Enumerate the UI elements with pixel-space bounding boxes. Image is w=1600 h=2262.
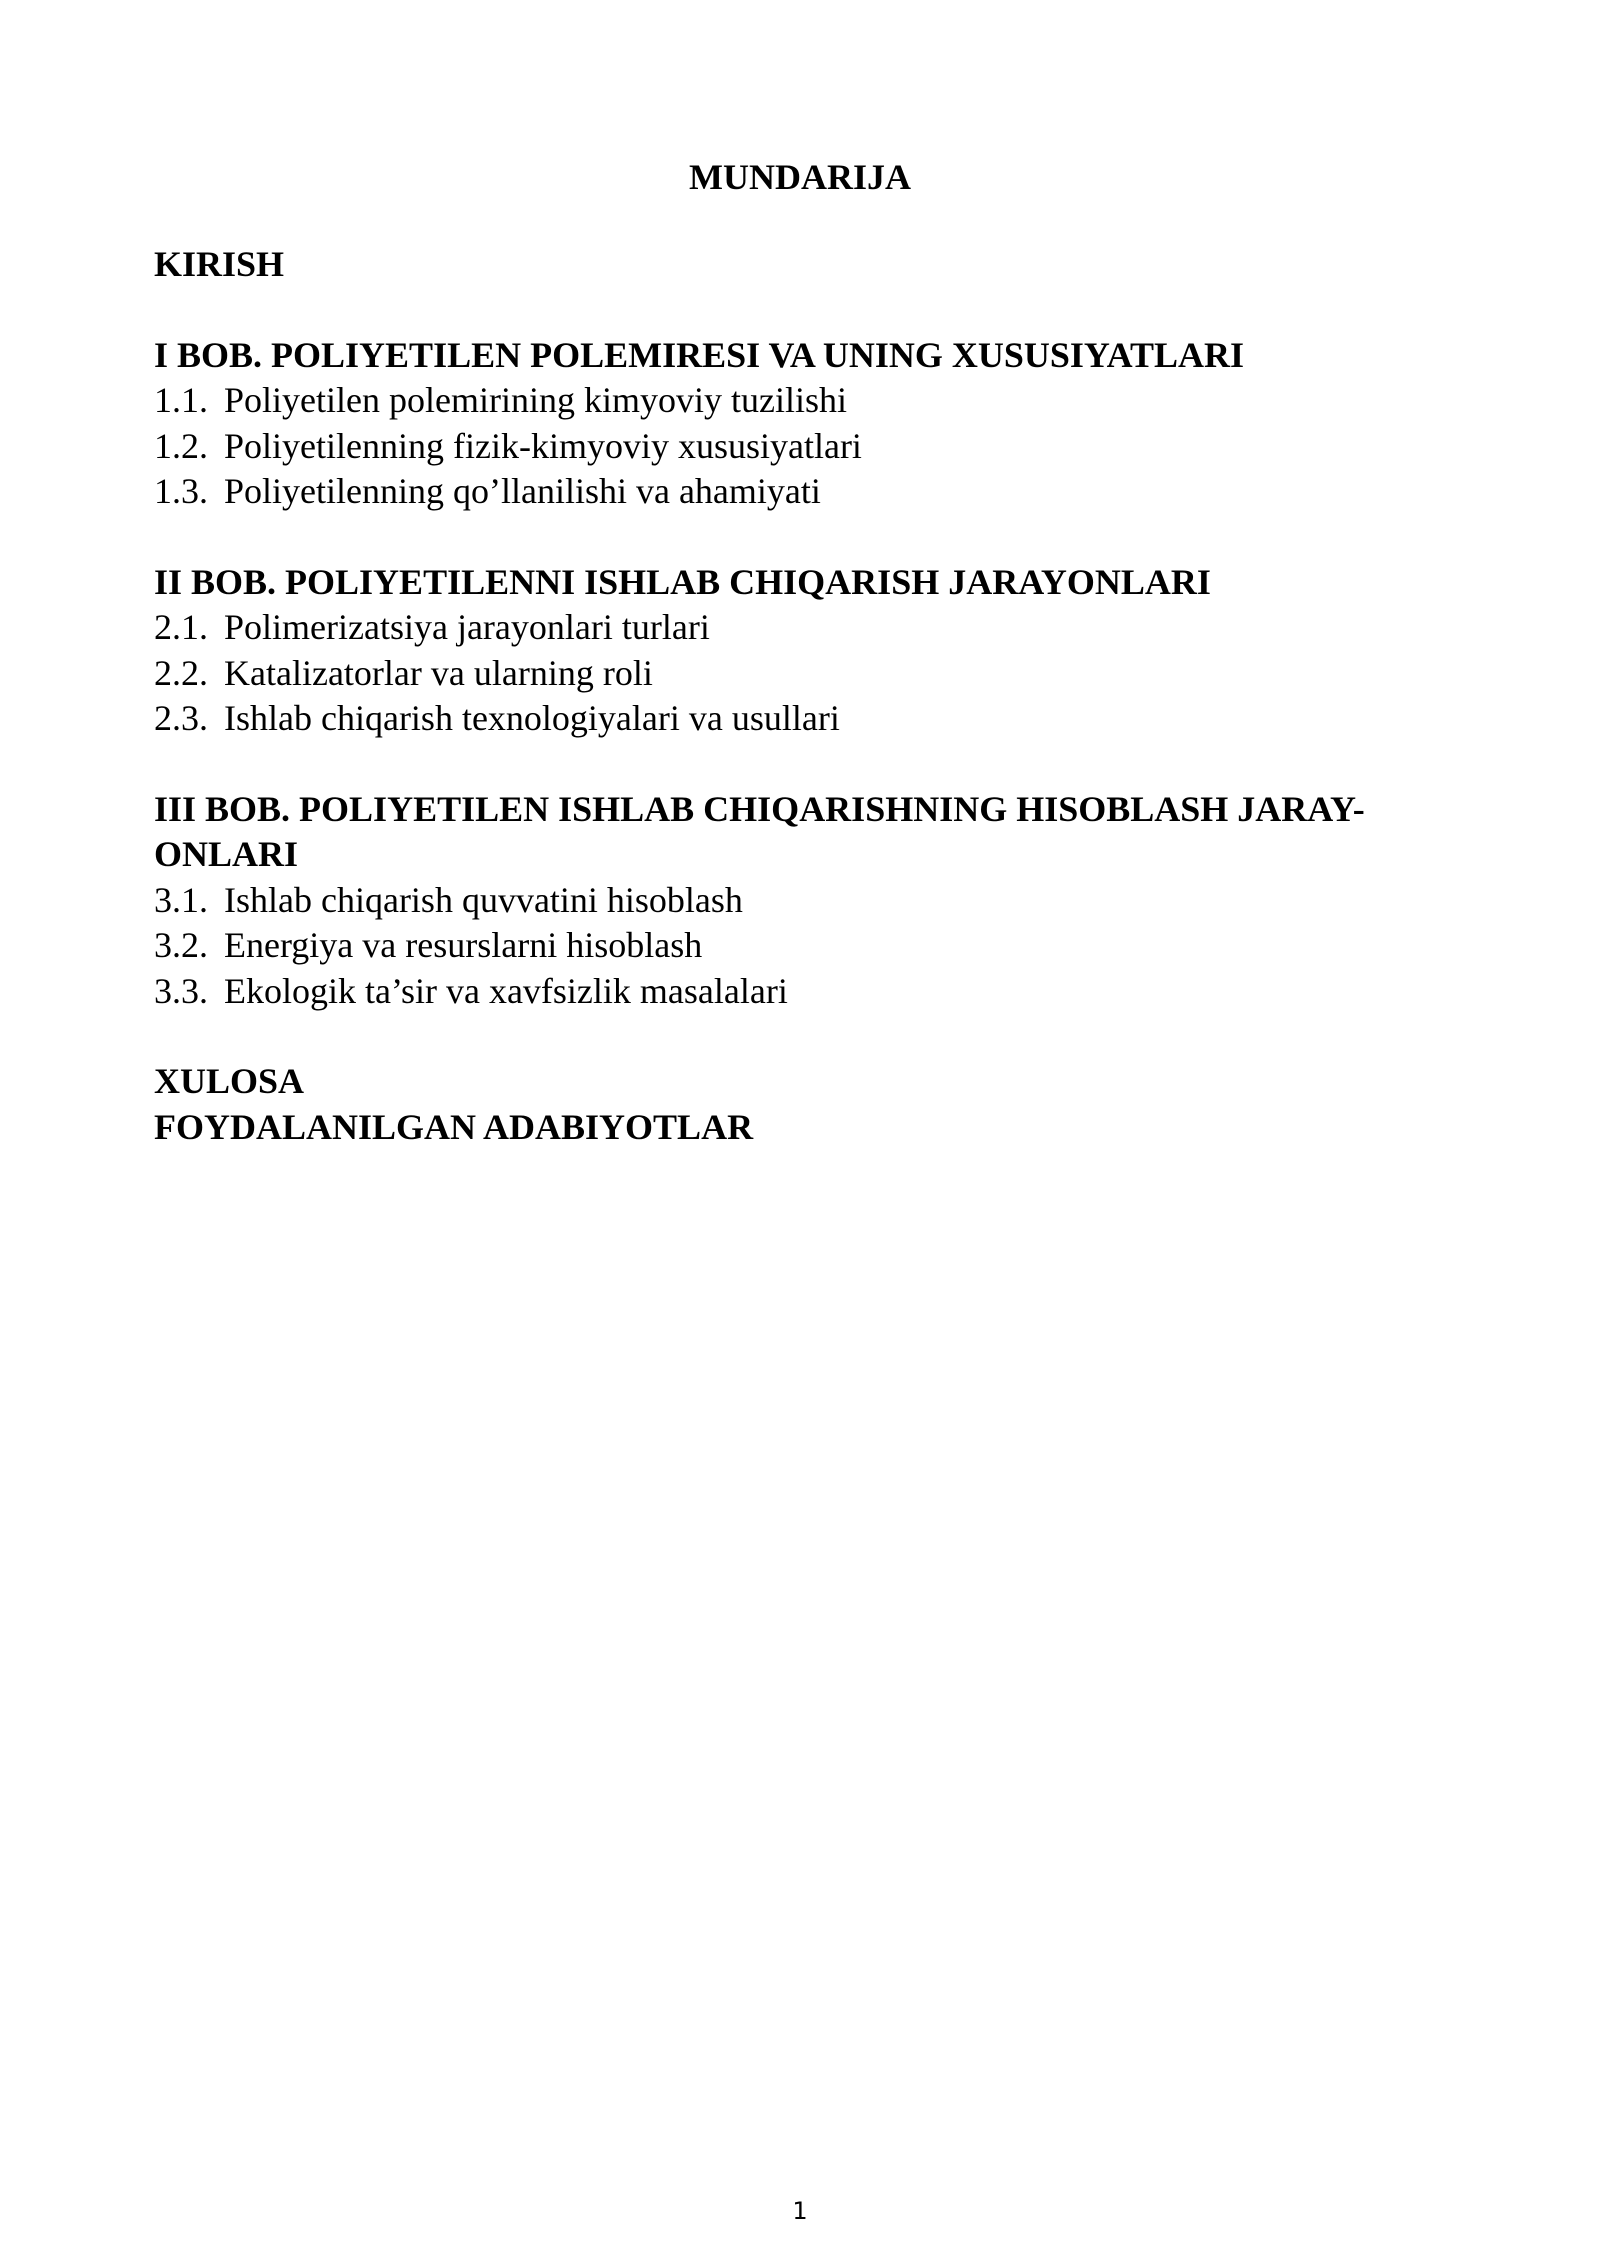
toc-chapter-2 (154, 560, 1454, 742)
toc-item (154, 878, 1454, 924)
toc-item-number: 2.2. (154, 652, 208, 693)
table-of-contents (154, 242, 1454, 1150)
toc-introduction-section (154, 242, 1454, 288)
toc-item-text: Polimerizatsiya jarayonlari turlari (224, 607, 710, 647)
toc-item-number: 1.1. (154, 380, 208, 420)
chapter-heading: I BOB. POLIYETILEN POLEMIRESI VA UNING XUSUSIYATLARI (154, 334, 1244, 375)
toc-item (154, 605, 1454, 651)
toc-item-text: Poliyetilen polemirining kimyoviy tuzilishi (224, 380, 847, 420)
page-title: MUNDARIJA (689, 157, 911, 197)
toc-item-text: Katalizatorlar va ularning roli (224, 652, 653, 693)
toc-item (154, 923, 1454, 969)
chapter-heading: II BOB. POLIYETILENNI ISHLAB CHIQARISH JARAYONLARI (154, 561, 1211, 602)
toc-item (154, 469, 1454, 515)
toc-chapter-1 (154, 333, 1454, 515)
toc-item-text: Poliyetilenning qo’llanilishi va ahamiyati (224, 471, 821, 511)
toc-item-text: Ekologik ta’sir va xavfsizlik masalalari (224, 970, 788, 1011)
toc-item (154, 424, 1454, 470)
toc-item-number: 3.1. (154, 879, 208, 920)
toc-item-number: 2.3. (154, 698, 208, 738)
chapter-heading: III BOB. POLIYETILEN ISHLAB CHIQARISHNING HISOBLASH JARAY- (154, 788, 1365, 829)
chapter-heading-continuation: ONLARI (154, 834, 299, 874)
toc-conclusion: XULOSA (154, 1061, 305, 1101)
toc-item-text: Poliyetilenning fizik-kimyoviy xususiyatlari (224, 425, 862, 466)
toc-references: FOYDALANILGAN ADABIYOTLAR (154, 1106, 754, 1147)
toc-item (154, 696, 1454, 742)
toc-chapter-3 (154, 787, 1454, 1015)
toc-item-number: 2.1. (154, 607, 208, 647)
toc-closing-section (154, 1059, 1454, 1150)
toc-item (154, 651, 1454, 697)
toc-item-number: 3.3. (154, 970, 208, 1011)
toc-introduction: KIRISH (154, 244, 285, 284)
toc-item (154, 969, 1454, 1015)
toc-item-text: Ishlab chiqarish texnologiyalari va usullari (224, 698, 840, 738)
toc-item-number: 3.2. (154, 925, 208, 965)
toc-item (154, 378, 1454, 424)
page-number: 1 (792, 2197, 808, 2225)
toc-item-text: Ishlab chiqarish quvvatini hisoblash (224, 879, 743, 920)
toc-item-number: 1.3. (154, 471, 208, 511)
toc-item-number: 1.2. (154, 425, 208, 466)
toc-item-text: Energiya va resurslarni hisoblash (224, 925, 703, 965)
